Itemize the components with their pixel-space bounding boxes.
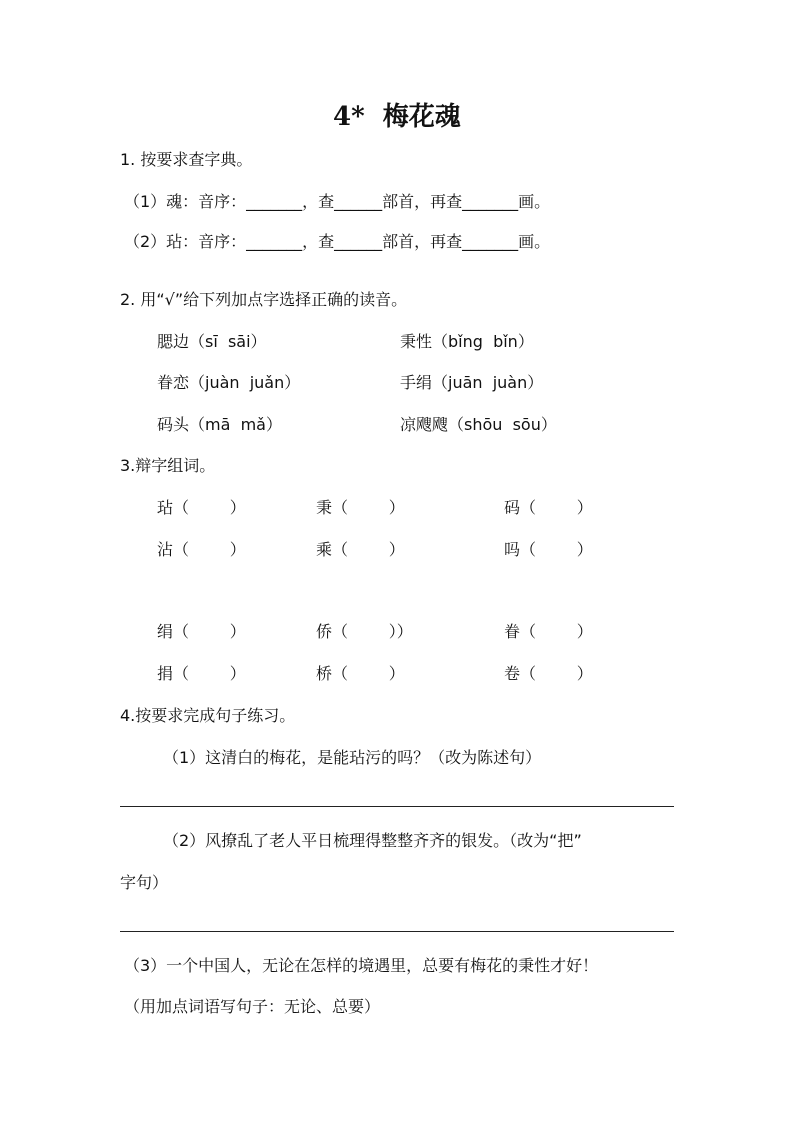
q2-heading: 2. 用“√”给下列加点字选择正确的读音。 [120, 290, 408, 309]
q4-sentence-1: （1）这清白的梅花，是能玷污的吗？（改为陈述句） [163, 748, 542, 767]
q3-word-pair: 卷（ ） [504, 664, 593, 683]
q3-word-pair: 吗（ ） [504, 540, 593, 559]
q4-heading: 4.按要求完成句子练习。 [120, 706, 296, 725]
q2-option: 腮边（sī sāi） [157, 332, 267, 351]
q2-option: 手绢（juān juàn） [400, 373, 544, 392]
q4-sentence-2: （2）风撩乱了老人平日梳理得整整齐齐的银发。（改为“把” [163, 831, 582, 850]
q3-word-pair: 秉（ ） [316, 498, 405, 517]
q3-word-pair: 沾（ ） [157, 540, 246, 559]
q2-option: 秉性（bǐng bǐn） [400, 332, 534, 351]
answer-line-1[interactable] [120, 806, 674, 807]
q3-word-pair: 码（ ） [504, 498, 593, 517]
q4-sentence-3-cont: （用加点词语写句子：无论、总要） [124, 997, 381, 1016]
q3-word-pair: 玷（ ） [157, 498, 246, 517]
q2-option: 码头（mā mǎ） [157, 415, 282, 434]
q3-word-pair: 桥（ ） [316, 664, 405, 683]
q2-option: 凉飕飕（shōu sōu） [400, 415, 557, 434]
q3-heading: 3.辩字组词。 [120, 456, 216, 475]
q1-item-2: （2）玷：音序：_______，查______部首，再查_______画。 [124, 232, 551, 251]
q1-item-1: （1）魂：音序：_______，查______部首，再查_______画。 [124, 192, 551, 211]
q1-heading: 1. 按要求查字典。 [120, 150, 253, 169]
q4-sentence-2-cont: 字句） [120, 873, 169, 892]
q3-word-pair: 侨（ ）） [316, 622, 413, 641]
q3-word-pair: 乘（ ） [316, 540, 405, 559]
q2-option: 眷恋（juàn juǎn） [157, 373, 301, 392]
page-title: 4* 梅花魂 [333, 102, 461, 132]
q3-word-pair: 眷（ ） [504, 622, 593, 641]
q3-word-pair: 捐（ ） [157, 664, 246, 683]
q4-sentence-3: （3）一个中国人，无论在怎样的境遇里，总要有梅花的秉性才好！ [124, 956, 599, 975]
q3-word-pair: 绢（ ） [157, 622, 246, 641]
answer-line-2[interactable] [120, 931, 674, 932]
